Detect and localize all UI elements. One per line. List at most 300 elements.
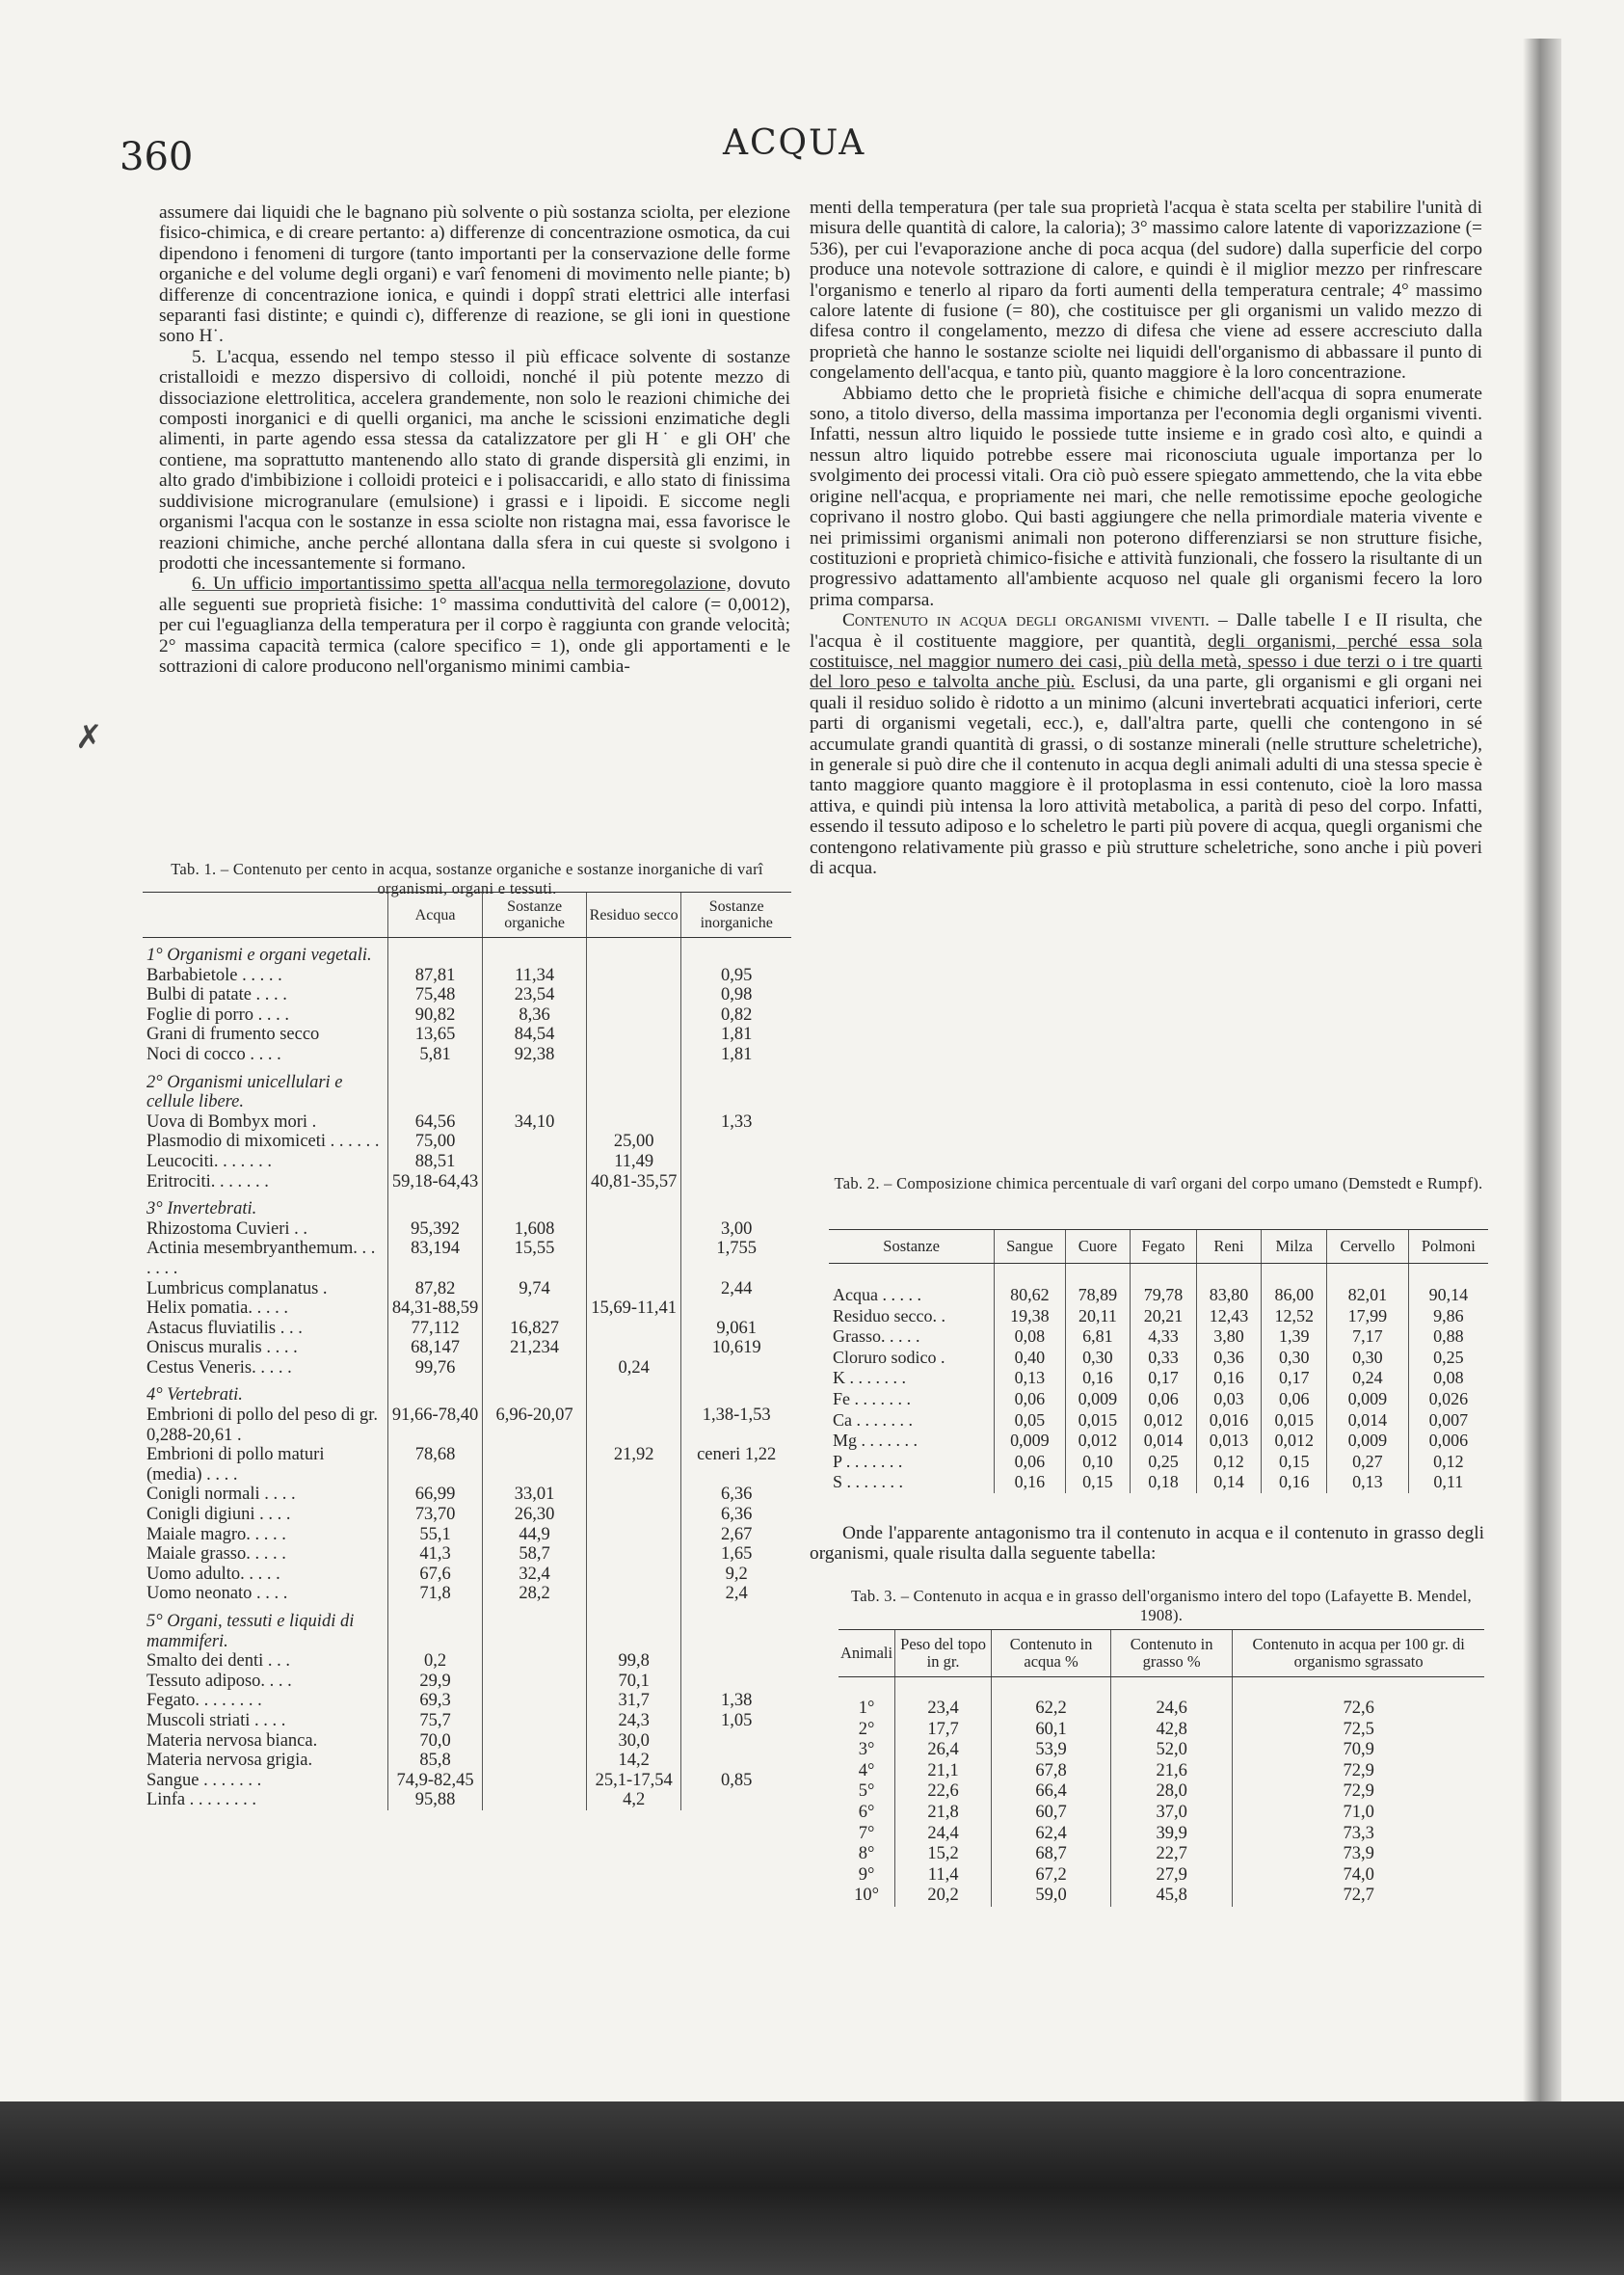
table-cell: 0,08 [995, 1326, 1065, 1348]
table-row [143, 1544, 791, 1565]
column-header: Cervello [1327, 1230, 1409, 1264]
table-cell: Astacus fluviatilis . . . [146, 1318, 303, 1338]
table-cell: 3,00 [681, 1219, 791, 1240]
table-cell: 58,7 [483, 1544, 587, 1565]
page-title: ACQUA [723, 123, 866, 163]
table-cell: 77,112 [387, 1319, 482, 1339]
table-cell: 59,18-64,43 [387, 1172, 482, 1192]
table-cell: 86,00 [1262, 1264, 1327, 1306]
underlined-text: 6. Un ufficio importantissimo spetta all'acqua nella termoregolazione, [192, 574, 732, 595]
table-cell [586, 985, 680, 1005]
table-cell: 69,3 [387, 1691, 482, 1711]
table-cell [681, 1172, 791, 1192]
table-cell [586, 1005, 680, 1026]
table-cell: 42,8 [1111, 1720, 1233, 1741]
table-cell: 0,012 [1131, 1410, 1196, 1432]
table-group-row [143, 1604, 791, 1651]
column-header: Animali [839, 1630, 895, 1677]
table-row [839, 1886, 1484, 1907]
table-cell: 0,08 [1408, 1368, 1488, 1389]
table-cell: 0,006 [1408, 1431, 1488, 1452]
table-cell: Uova di Bombyx mori . [146, 1111, 317, 1132]
table-cell: 11,4 [895, 1865, 992, 1887]
table-group-row [143, 1065, 791, 1112]
table-cell: 7,17 [1327, 1326, 1409, 1348]
table-cell: 0,009 [1327, 1389, 1409, 1410]
table-cell: Residuo secco. . [833, 1305, 945, 1325]
column-header: Polmoni [1408, 1230, 1488, 1264]
table-row [143, 1239, 791, 1278]
table-cell: 68,147 [387, 1338, 482, 1358]
table-cell: 17,7 [895, 1720, 992, 1741]
table-cell [483, 1358, 587, 1378]
table-row [143, 1112, 791, 1133]
table-cell: 20,11 [1065, 1306, 1131, 1327]
table-cell: 22,7 [1111, 1844, 1233, 1865]
table-cell [586, 1191, 680, 1219]
table-cell [681, 1651, 791, 1672]
table-cell [586, 1604, 680, 1651]
table-cell: 71,0 [1233, 1803, 1484, 1824]
table-cell: 1° [858, 1699, 875, 1718]
table-cell: 78,89 [1065, 1264, 1131, 1306]
table-cell: 0,009 [1065, 1389, 1131, 1410]
table-3-caption: Tab. 3. – Contenuto in acqua e in grasso dell'organismo intero del topo (Lafayette B. Mendel, 1908). [851, 1587, 1472, 1624]
table-cell: 14,2 [586, 1751, 680, 1771]
table-cell [483, 1771, 587, 1791]
table-cell: 60,1 [992, 1720, 1111, 1741]
margin-pen-mark: ✗ [75, 718, 103, 757]
table-row [143, 1219, 791, 1240]
table-cell: 11,34 [483, 966, 587, 986]
table-cell: Leucociti. . . . . . . [146, 1151, 272, 1171]
table-cell [681, 1191, 791, 1219]
table-cell: 15,55 [483, 1239, 587, 1278]
table-cell: 0,27 [1327, 1452, 1409, 1473]
column-header: Reni [1196, 1230, 1262, 1264]
table-cell: 52,0 [1111, 1740, 1233, 1761]
table-cell: 24,3 [586, 1711, 680, 1731]
table-cell [681, 1672, 791, 1692]
table-row [143, 1525, 791, 1545]
table-row [143, 1358, 791, 1378]
table-row [839, 1824, 1484, 1845]
table-cell [586, 938, 680, 966]
table-cell: 25,1-17,54 [586, 1771, 680, 1791]
table-cell: 71,8 [387, 1584, 482, 1604]
table-cell: 0,40 [995, 1348, 1065, 1369]
page-number: 360 [120, 135, 194, 179]
table-cell [483, 1711, 587, 1731]
table-cell: 1,755 [681, 1239, 791, 1278]
table-cell: Maiale grasso. . . . . [146, 1544, 286, 1565]
table-cell [586, 1279, 680, 1299]
table-cell: Actinia mesembryanthemum. . . . . . . [146, 1239, 376, 1278]
table-cell: 0,16 [1262, 1472, 1327, 1493]
table-row [839, 1803, 1484, 1824]
table-cell: 0,25 [1131, 1452, 1196, 1473]
table-cell: 2,4 [681, 1584, 791, 1604]
table-cell: Grani di frumento secco [146, 1025, 320, 1045]
table-cell [586, 1219, 680, 1240]
group-title: 1° Organismi e organi vegetali. [146, 946, 372, 965]
table-cell: 6,36 [681, 1505, 791, 1525]
table-row [829, 1452, 1488, 1473]
table-cell: 4,2 [586, 1790, 680, 1810]
table-row [143, 1651, 791, 1672]
table-cell: 62,2 [992, 1677, 1111, 1720]
column-header: Acqua [387, 893, 482, 938]
table-cell [586, 1565, 680, 1585]
table-cell [387, 1191, 482, 1219]
table-cell: 0,013 [1196, 1431, 1262, 1452]
table-cell [483, 1152, 587, 1172]
table-row [829, 1306, 1488, 1327]
table-cell: 66,99 [387, 1485, 482, 1505]
table-cell [483, 1751, 587, 1771]
table-cell: 0,06 [1262, 1389, 1327, 1410]
table-cell: 23,54 [483, 985, 587, 1005]
table-cell: S . . . . . . . [833, 1472, 904, 1492]
table-cell: 0,14 [1196, 1472, 1262, 1493]
table-cell [387, 1065, 482, 1112]
table-row [839, 1781, 1484, 1803]
table-cell: 1,39 [1262, 1326, 1327, 1348]
table-row [143, 985, 791, 1005]
table-cell: 24,4 [895, 1824, 992, 1845]
table-row [143, 966, 791, 986]
table-cell: 21,8 [895, 1803, 992, 1824]
table-cell: 1,608 [483, 1219, 587, 1240]
table-cell: Ca . . . . . . . [833, 1409, 913, 1430]
right-text-column [810, 198, 1482, 878]
table-cell [586, 1338, 680, 1358]
table-cell: 11,49 [586, 1152, 680, 1172]
table-cell: 0,33 [1131, 1348, 1196, 1369]
table-cell: Muscoli striati . . . . [146, 1710, 286, 1730]
table-cell: 28,0 [1111, 1781, 1233, 1803]
table-cell [681, 1065, 791, 1112]
table-cell: 53,9 [992, 1740, 1111, 1761]
table-cell: 0,13 [1327, 1472, 1409, 1493]
table-cell: 0,11 [1408, 1472, 1488, 1493]
table-1-caption: Tab. 1. – Contenuto per cento in acqua, sostanze organiche e sostanze inorganiche di varî organismi, organi e tessuti. [171, 860, 763, 897]
column-header: Milza [1262, 1230, 1327, 1264]
table-cell: 0,016 [1196, 1410, 1262, 1432]
table-cell: 41,3 [387, 1544, 482, 1565]
table-cell: Mg . . . . . . . [833, 1431, 918, 1451]
table-cell: 0,95 [681, 966, 791, 986]
table-cell: 4,33 [1131, 1326, 1196, 1348]
table-cell [483, 1691, 587, 1711]
table-cell: Acqua . . . . . [833, 1285, 921, 1304]
table-cell: 75,7 [387, 1711, 482, 1731]
table-cell: Cloruro sodico . [833, 1347, 945, 1367]
table-row [143, 1279, 791, 1299]
table-cell: 7° [858, 1823, 875, 1843]
underlined-text: degli organismi, perché essa sola costituisce, nel maggior numero dei casi, più della metà, spesso i due terzi o i tre quarti del loro peso e talvolta anche più. [810, 630, 1482, 693]
column-header: Sostanze organiche [483, 893, 587, 938]
table-cell: 92,38 [483, 1045, 587, 1065]
table-cell: 87,82 [387, 1279, 482, 1299]
table-row [839, 1865, 1484, 1887]
table-cell: Oniscus muralis . . . . [146, 1338, 298, 1358]
table-cell: 0,16 [1065, 1368, 1131, 1389]
table-cell: Noci di cocco . . . . [146, 1044, 281, 1064]
table-cell: 1,65 [681, 1544, 791, 1565]
table-cell: 0,30 [1262, 1348, 1327, 1369]
table-cell: 29,9 [387, 1672, 482, 1692]
table-cell: 70,1 [586, 1672, 680, 1692]
table-cell [483, 938, 587, 966]
table-cell: 60,7 [992, 1803, 1111, 1824]
table-cell: 17,99 [1327, 1306, 1409, 1327]
table-cell: 0,18 [1131, 1472, 1196, 1493]
group-title: 4° Vertebrati. [146, 1385, 243, 1405]
paragraph: Contenuto in acqua degli organismi viventi. – Dalle tabelle I e II risulta, che l'acqua è il costituente maggiore, per quantità, degli organismi, perché essa sola costituisce, nel maggior numero dei casi, più della metà, spesso i due terzi o i tre quarti del loro peso e talvolta anche più. Esclusi, da una parte, gli organismi e gli organi nei quali il residuo solido è ridotto a un minimo (alcuni invertebrati acquatici inferiori, certe parti di organismi vegetali, ecc.), e, dall'altra parte, quelli che contengono in sé accumulate grandi quantità di grassi, o di sostanze minerali (nelle strutture scheletriche), in generale si può dire che il contenuto in acqua degli animali adulti di una stessa specie è tanto maggiore quanto maggiore è il protoplasma in essi contenuto, cioè la loro massa attiva, e quindi più intensa la loro attività metabolica, a parità di peso del corpo. Infatti, essendo il tessuto adiposo e lo scheletro le parti più povere di acqua, quegli organismi che contengono relativamente più grasso e più strutture scheletriche, sono anche i più poveri di acqua. [810, 610, 1482, 878]
table-cell [681, 1790, 791, 1810]
table-cell: 19,38 [995, 1306, 1065, 1327]
table-cell: 6° [858, 1802, 875, 1822]
table-cell: 0,13 [995, 1368, 1065, 1389]
table-cell: 15,69-11,41 [586, 1298, 680, 1319]
table-cell: 44,9 [483, 1525, 587, 1545]
table-cell [483, 1604, 587, 1651]
table-cell: Uomo neonato . . . . [146, 1584, 288, 1604]
table-cell: 66,4 [992, 1781, 1111, 1803]
paragraph: menti della temperatura (per tale sua proprietà l'acqua è stata scelta per stabilire l'unità di misura delle quantità di calore, la caloria); 3° massimo calore latente di vaporizzazione (= 536), per cui l'evaporazione anche di poca acqua (del sudore) dalla superficie del corpo produce una notevole sottrazione di calore, e quindi è il miglior mezzo per rinfrescare l'organismo e tenerlo al riparo da forti aumenti della temperatura centrale; 4° massimo calore latente di fusione (= 80), che costituisce per gli organismi un valido mezzo di difesa contro il congelamento, mezzo di difesa che viene ad essere accresciuto dalla proprietà che hanno le sostanze sciolte nei liquidi dell'organismo di abbassare il punto di congelamento dell'acqua, e tanto più, quanto maggiore è la loro concentrazione. [810, 198, 1482, 384]
table-cell [586, 1239, 680, 1278]
table-cell [586, 1065, 680, 1112]
table-cell: 0,24 [586, 1358, 680, 1378]
table-cell: 20,21 [1131, 1306, 1196, 1327]
table-row [143, 1005, 791, 1026]
table-cell [586, 1045, 680, 1065]
table-row [143, 1045, 791, 1065]
table-cell [586, 1112, 680, 1133]
table-cell [681, 1358, 791, 1378]
table-cell [586, 1319, 680, 1339]
table-cell: 72,6 [1233, 1677, 1484, 1720]
table-row [143, 1338, 791, 1358]
table-cell: 34,10 [483, 1112, 587, 1133]
table-row [829, 1264, 1488, 1306]
column-header: Cuore [1065, 1230, 1131, 1264]
table-cell: 1,38 [681, 1691, 791, 1711]
table-cell: 99,76 [387, 1358, 482, 1378]
table-cell: 0,30 [1327, 1348, 1409, 1369]
table-cell: 10,619 [681, 1338, 791, 1358]
table-cell: Uomo adulto. . . . . [146, 1564, 280, 1584]
table-cell: Plasmodio di mixomiceti . . . . . . [146, 1132, 380, 1152]
table-cell: 31,7 [586, 1691, 680, 1711]
table-cell [681, 1298, 791, 1319]
table-cell: 0,012 [1262, 1431, 1327, 1452]
column-header: Residuo secco [586, 893, 680, 938]
column-header: Contenuto in acqua % [992, 1630, 1111, 1677]
table-cell: 91,66-78,40 [387, 1405, 482, 1445]
table-cell: 88,51 [387, 1152, 482, 1172]
table-group-row [143, 1191, 791, 1219]
table-cell [681, 1604, 791, 1651]
table-cell: 0,012 [1065, 1431, 1131, 1452]
table-cell: 64,56 [387, 1112, 482, 1133]
table-cell: Linfa . . . . . . . . [146, 1790, 257, 1810]
table-row [143, 1672, 791, 1692]
table-cell [483, 1298, 587, 1319]
table-cell: 15,2 [895, 1844, 992, 1865]
table-cell: 0,06 [1131, 1389, 1196, 1410]
table-cell [483, 1065, 587, 1112]
table-cell: 30,0 [586, 1731, 680, 1752]
table-row [829, 1389, 1488, 1410]
table-cell: 37,0 [1111, 1803, 1233, 1824]
table-cell: 8° [858, 1844, 875, 1864]
table-cell: 26,4 [895, 1740, 992, 1761]
table-cell: 0,82 [681, 1005, 791, 1026]
table-cell [483, 1651, 587, 1672]
table-cell: 73,70 [387, 1505, 482, 1525]
table-cell: 1,33 [681, 1112, 791, 1133]
table-row [143, 1505, 791, 1525]
table-cell: 40,81-35,57 [586, 1172, 680, 1192]
column-header: Contenuto in acqua per 100 gr. di organismo sgrassato [1233, 1630, 1484, 1677]
table-cell [586, 1505, 680, 1525]
table-cell: 9,74 [483, 1279, 587, 1299]
table-row [143, 1025, 791, 1045]
table-cell [681, 938, 791, 966]
table-cell: Conigli digiuni . . . . [146, 1505, 291, 1525]
table-cell: 4° [858, 1760, 875, 1780]
group-title: 2° Organismi unicellulari e cellule libere. [146, 1072, 343, 1112]
table-cell: 0,015 [1262, 1410, 1327, 1432]
table-cell: 70,9 [1233, 1740, 1484, 1761]
table-cell: 85,8 [387, 1751, 482, 1771]
left-text-column [159, 202, 790, 677]
table-cell: 45,8 [1111, 1886, 1233, 1907]
table-cell: 74,0 [1233, 1865, 1484, 1887]
table-cell: 0,12 [1408, 1452, 1488, 1473]
column-header: Sostanze inorganiche [681, 893, 791, 938]
table-cell [483, 1172, 587, 1192]
table-cell: 0,2 [387, 1651, 482, 1672]
table-row [143, 1731, 791, 1752]
paragraph: 5. L'acqua, essendo nel tempo stesso il più efficace solvente di sostanze cristalloidi e mezzo dispersivo di colloidi, nonché il più potente mezzo di dissociazione elettrolitica, accelera grandemente, non solo le reazioni chimiche dei composti inorganici e di quelli organici, ma anche le scissioni enzimatiche degli alimenti, in parte agendo essa stessa da catalizzatore per gli H˙ e gli OH' che contiene, ma soprattutto mantenendo allo stato di grande dispersità gli enzimi, in alto grado d'imbibizione i colloidi proteici e i polisaccaridi, e allo stato di finissima suddivisione microgranulare (emulsione) i grassi e i lipoidi. E siccome negli organismi l'acqua con le sostanze in essa sciolte non ristagna mai, essa favorisce le reazioni chimiche, anche perché allontana dalla sfera in cui queste si svolgono i prodotti che incessantemente si formano. [159, 346, 790, 574]
table-cell: Materia nervosa bianca. [146, 1730, 318, 1751]
table-row [829, 1472, 1488, 1493]
table-row [143, 1565, 791, 1585]
table-cell: 22,6 [895, 1781, 992, 1803]
table-cell [681, 1152, 791, 1172]
scanner-dark-band [0, 2101, 1624, 2275]
table-row [829, 1348, 1488, 1369]
table-cell: 0,026 [1408, 1389, 1488, 1410]
table-cell: 32,4 [483, 1565, 587, 1585]
table-cell: 95,88 [387, 1790, 482, 1810]
table-cell: 6,36 [681, 1485, 791, 1505]
table-cell [681, 1132, 791, 1152]
table-cell: Grasso. . . . . [833, 1326, 920, 1347]
table-cell: 1,81 [681, 1045, 791, 1065]
table-row [829, 1431, 1488, 1452]
table-3 [839, 1629, 1484, 1907]
table-cell [483, 1790, 587, 1810]
table-cell: 13,65 [387, 1025, 482, 1045]
table-row [829, 1368, 1488, 1389]
table-cell: 84,54 [483, 1025, 587, 1045]
table-cell: 0,03 [1196, 1389, 1262, 1410]
table-cell: Materia nervosa grigia. [146, 1751, 313, 1771]
table-cell: Bulbi di patate . . . . [146, 985, 287, 1005]
table-cell: 0,98 [681, 985, 791, 1005]
table-cell: 0,16 [1196, 1368, 1262, 1389]
table-cell: 75,00 [387, 1132, 482, 1152]
table-1 [143, 892, 791, 1810]
table-group-row [143, 938, 791, 966]
table-cell: 0,30 [1065, 1348, 1131, 1369]
table-cell [483, 1731, 587, 1752]
table-cell: 0,24 [1327, 1368, 1409, 1389]
table-cell: 3,80 [1196, 1326, 1262, 1348]
column-header: Fegato [1131, 1230, 1196, 1264]
paragraph: Abbiamo detto che le proprietà fisiche e chimiche dell'acqua di sopra enumerate sono, a titolo diverso, della massima importanza per l'economia degli organismi viventi. Infatti, nessun altro liquido le possiede tutte insieme e in grado così alto, e quindi a nessun altro liquido potrebbe essere mai riconosciuta uguale importanza per lo svolgimento dei processi vitali. Ora ciò può essere spiegato ammettendo, che la vita ebbe origine nell'acqua, e propriamente nei mari, che nelle remotissime epoche geologiche coprivano il nostro globo. Qui basti aggiungere che nella primordiale materia vivente e nei primissimi organismi animali non poterono differenziarsi se non strutture fisiche, costituzioni e proprietà chimico-fisiche e attività funzionali, che fossero la risultante di un progressivo adattamento all'ambiente acquoso nel quale gli organismi fecero la loro prima comparsa. [810, 383, 1482, 610]
table-cell: P . . . . . . . [833, 1451, 903, 1471]
table-cell: 12,43 [1196, 1306, 1262, 1327]
table-cell: Embrioni di pollo maturi (media) . . . . [146, 1445, 325, 1485]
table-cell: 74,9-82,45 [387, 1771, 482, 1791]
table-cell: 62,4 [992, 1824, 1111, 1845]
table-cell: 90,82 [387, 1005, 482, 1026]
table-cell: 0,15 [1065, 1472, 1131, 1493]
paragraph: assumere dai liquidi che le bagnano più solvente o più sostanza sciolta, per elezione fisico-chimica, e di creare pertanto: a) differenze di concentrazione osmotica, da cui dipendono i fenomeni di turgore (tanto importanti per la conservazione delle forme organiche e del volume degli organi) e varî fenomeni di movimento nelle piante; b) differenze di concentrazione ionica, e quindi i doppî strati elettrici alle interfasi separanti fasi distinte; e quindi c), differenze di reazione, se gli ioni in questione sono H˙. [159, 202, 790, 347]
table-row [143, 1691, 791, 1711]
table-cell [681, 1751, 791, 1771]
table-cell: 95,392 [387, 1219, 482, 1240]
table-cell: 28,2 [483, 1584, 587, 1604]
table-cell: 99,8 [586, 1651, 680, 1672]
table-cell: 0,16 [995, 1472, 1065, 1493]
table-row [143, 1298, 791, 1319]
group-title: 3° Invertebrati. [146, 1199, 257, 1219]
table-cell: 67,2 [992, 1865, 1111, 1887]
table-row [839, 1844, 1484, 1865]
table-cell [387, 1604, 482, 1651]
table-cell [586, 1525, 680, 1545]
table-cell [483, 1378, 587, 1405]
table-cell: 72,9 [1233, 1761, 1484, 1782]
table-cell: 5° [858, 1781, 875, 1802]
table-cell: 72,7 [1233, 1886, 1484, 1907]
table-cell: Embrioni di pollo del peso di gr. 0,288-20,61 . [146, 1405, 378, 1445]
table-row [839, 1761, 1484, 1782]
table-cell: 70,0 [387, 1731, 482, 1752]
table-cell: Barbabietole . . . . . [146, 965, 282, 985]
table-cell: 0,014 [1131, 1431, 1196, 1452]
table-cell: 2° [858, 1719, 875, 1739]
table-cell: 73,3 [1233, 1824, 1484, 1845]
table-cell: 0,36 [1196, 1348, 1262, 1369]
table-cell: 0,007 [1408, 1410, 1488, 1432]
table-cell [387, 1378, 482, 1405]
table-cell: 72,5 [1233, 1720, 1484, 1741]
table-cell: 0,06 [995, 1389, 1065, 1410]
table-cell: 10° [854, 1886, 879, 1906]
table-cell: 55,1 [387, 1525, 482, 1545]
table-cell: 2,44 [681, 1279, 791, 1299]
table-cell: Conigli normali . . . . [146, 1485, 296, 1505]
table-cell: 6,81 [1065, 1326, 1131, 1348]
table-cell: 8,36 [483, 1005, 587, 1026]
